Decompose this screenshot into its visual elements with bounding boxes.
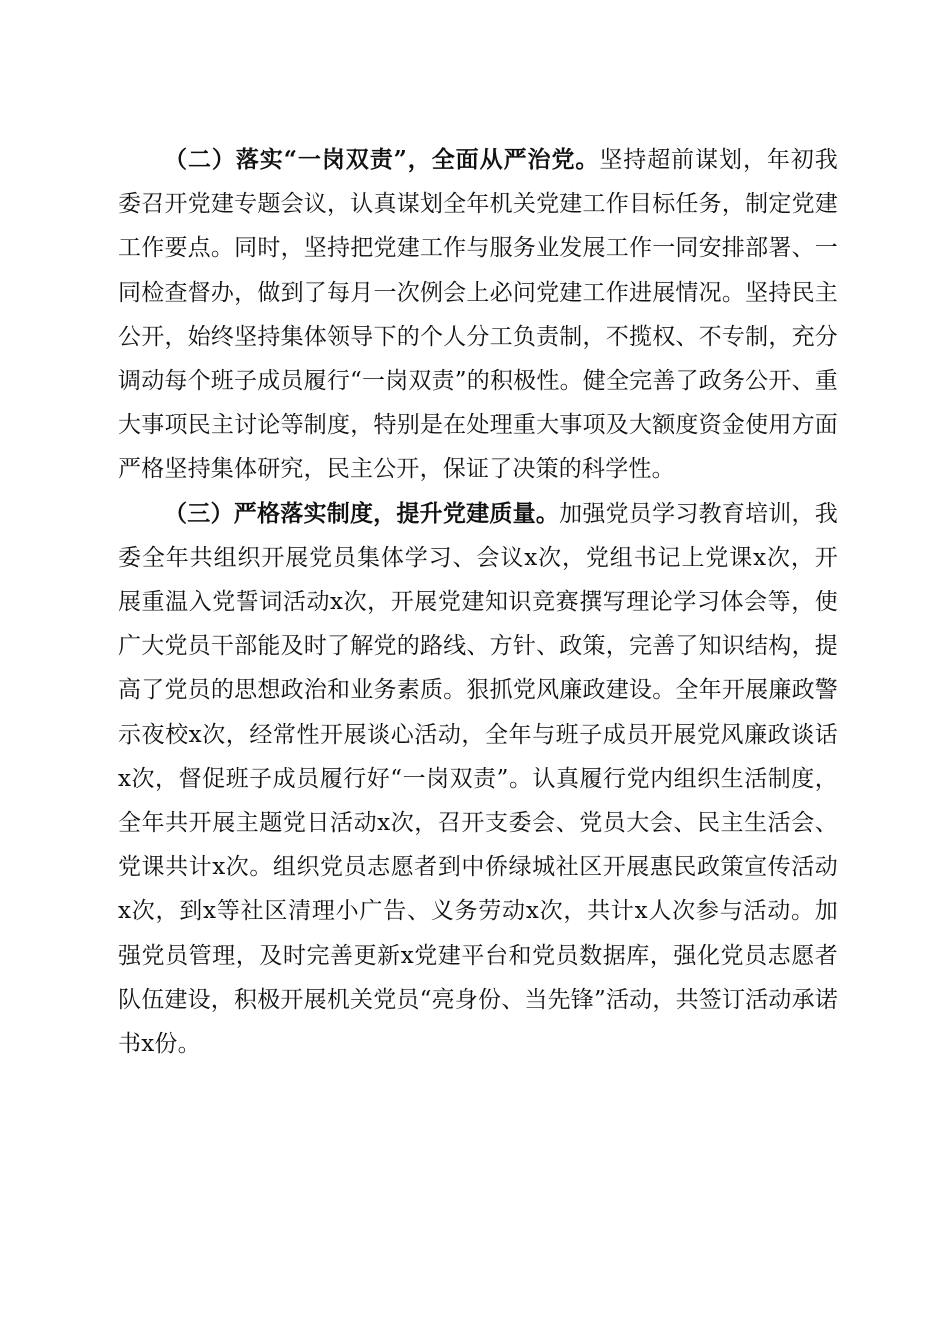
paragraph-section-3 (118, 492, 838, 1067)
section-heading-2: （二）落实“一岗双责”，全面从严治党。 (164, 146, 600, 173)
document-body (118, 138, 838, 1066)
section-heading-3: （三）严格落实制度，提升党建质量。 (164, 499, 560, 527)
section-body-3: 加强党员学习教育培训，我委全年共组织开展党员集体学习、会议x次，党组书记上党课x次，开展重温入党誓词活动x次，开展党建知识竞赛撰写理论学习体会等，使广大党员干部能及时了解党的路线、方针、政策，完善了知识结构，提高了党员的思想政治和业务素质。狠抓党风廉政建设。全年开展廉政警示夜校x次，经常性开展谈心活动，全年与班子成员开展党风廉政谈话x次，督促班子成员履行好“一岗双责”。认真履行党内组织生活制度，全年共开展主题党日活动x次，召开支委会、党员大会、民主生活会、党课共计x次。组织党员志愿者到中侨绿城社区开展惠民政策宣传活动x次，到x等社区清理小广告、义务劳动x次，共计x人次参与活动。加强党员管理，及时完善更新x党建平台和党员数据库，强化党员志愿者队伍建设，积极开展机关党员“亮身份、当先锋”活动，共签订活动承诺书x份。 (118, 500, 838, 1058)
paragraph-section-2 (118, 138, 838, 492)
section-body-2: 坚持超前谋划，年初我委召开党建专题会议，认真谋划全年机关党建工作目标任务，制定党建工作要点。同时，坚持把党建工作与服务业发展工作一同安排部署、一同检查督办，做到了每月一次例会上必问党建工作进展情况。坚持民主公开，始终坚持集体领导下的个人分工负责制，不揽权、不专制，充分调动每个班子成员履行“一岗双责”的积极性。健全完善了政务公开、重大事项民主讨论等制度，特别是在处理重大事项及大额度资金使用方面严格坚持集体研究，民主公开，保证了决策的科学性。 (118, 147, 839, 483)
